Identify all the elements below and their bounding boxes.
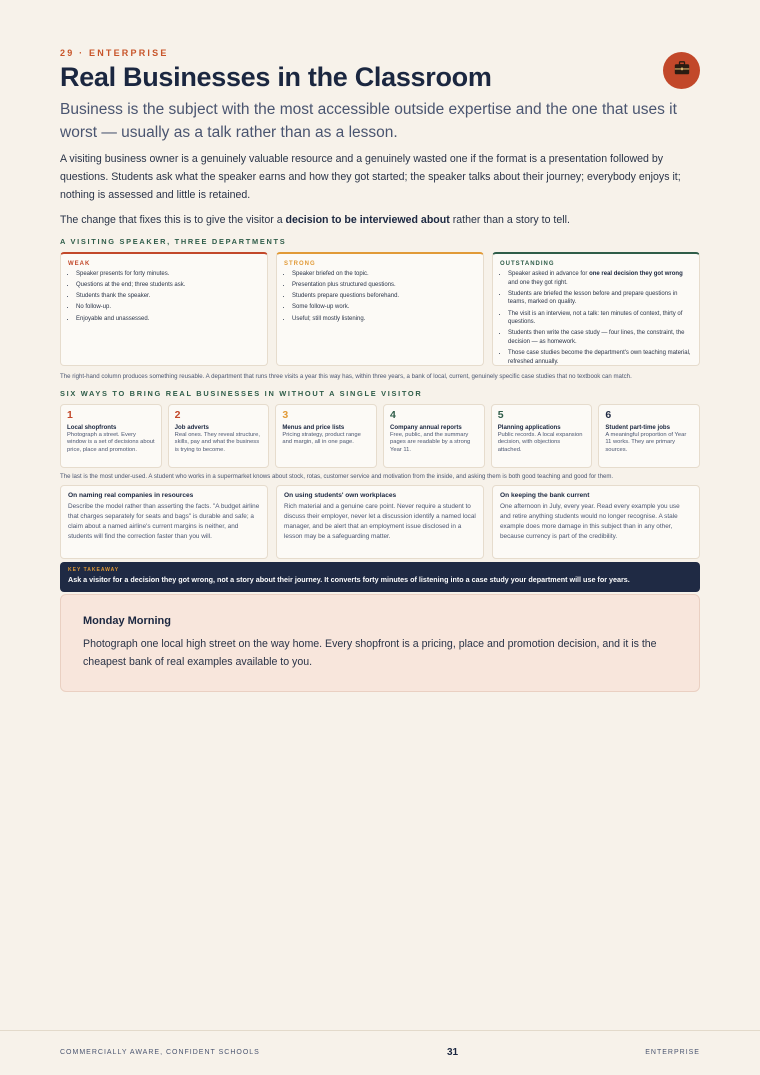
tip-title: On using students' own workplaces [284,492,397,500]
tip-text: Rich material and a genuine care point. Never require a student to discuss their employer, never let a discussion identify a named local manager, and be alert that an employment issue disclosed in a lesson may be a safeguarding matter. [284,503,476,541]
list-item: • Speaker presents for forty minutes. [76,270,260,279]
footer-divider [0,1030,760,1031]
page-content [60,48,700,692]
tip-title: On keeping the bank current [500,492,590,500]
outstanding-label: OUTSTANDING [500,260,555,267]
way-card [60,404,162,468]
tip-box [276,485,484,559]
way-card [598,404,700,468]
weak-column [60,252,268,366]
strong-list [284,270,476,323]
ways-section-heading: SIX WAYS TO BRING REAL BUSINESSES IN WITHOUT A SINGLE VISITOR [60,389,423,398]
outstanding-column [492,252,700,366]
card-number: 6 [605,409,612,421]
intro-paragraph: A visiting business owner is a genuinely valuable resource and a genuinely wasted one if the format is a presentation followed by questions. Students ask what the speaker earns and how they got started; the speaker talks about their journey; everybody enjoys it; nothing is assessed and little is retained. [60,152,681,202]
monday-text: Photograph one local high street on the way home. Every shopfront is a pricing, place and promotion decision, and it is the cheapest bank of real examples available to you. [83,638,657,669]
list-item: • Students then write the case study — four lines, the constraint, the decision — as homework. [508,329,692,346]
card-title: Student part-time jobs [605,423,671,431]
speaker-note: The right-hand column produces something reusable. A department that runs three visits a year this way has, within three years, a bank of local, current, genuinely specific case studies that no textbook can match. [60,372,632,380]
card-description: Real ones. They reveal structure, skills, pay and what the business is trying to become. [174,431,260,454]
list-item: • Students prepare questions beforehand. [292,292,476,301]
ways-note: The last is the most under-used. A student who works in a supermarket knows about stock, rotas, customer service and motivation from the inside, and asking them is both good teaching and good for them. [60,473,614,480]
takeaway-text: Ask a visitor for a decision they got wrong, not a story about their journey. It converts forty minutes of listening into a case study your department will use for years. [68,575,630,585]
card-description: Public records. A local expansion decision, with objections attached. [497,431,583,454]
page-footer [60,1047,700,1058]
chapter-eyebrow: 29 · ENTERPRISE [60,48,169,58]
list-item: • The visit is an interview, not a talk: ten minutes of context, thirty of questions. [508,310,692,327]
tip-box [492,485,700,559]
list-item: • Some follow-up work. [292,303,476,312]
tip-text: One afternoon in July, every year. Read every example you use and retire anything students would no longer recognise. A stale example does more damage in this subject than in any other, because currency is part of the credibility. [500,503,680,541]
card-title: Local shopfronts [67,423,117,431]
list-item: • Enjoyable and unassessed. [76,315,260,324]
list-emphasis: one real decision they got wrong [589,270,683,277]
card-number: 5 [497,409,504,421]
intro-emphasis: decision to be interviewed about [285,213,450,226]
ways-cards [60,404,700,468]
footer-right: ENTERPRISE [645,1049,700,1056]
card-number: 2 [174,409,181,421]
card-title: Planning applications [497,423,561,431]
card-description: A meaningful proportion of Year 11 works. They are primary sources. [605,431,687,454]
page-title: Real Businesses in the Classroom [60,62,492,92]
list-item: • Students are briefed the lesson before and prepare questions in teams, marked on quality. [508,290,692,307]
list-item: • Students thank the speaker. [76,292,260,301]
list-item: • Those case studies become the department's own teaching material, refreshed annually. [508,349,692,366]
monday-title: Monday Morning [83,615,171,628]
chapter-badge [663,52,700,89]
speaker-comparison [60,252,700,366]
card-title: Company annual reports [390,423,462,431]
list-item: • Questions at the end; three students ask. [76,281,260,290]
list-item: • Useful; still mostly listening. [292,315,476,324]
intro-text: The change that fixes this is to give the visitor a [60,213,286,226]
way-card [275,404,377,468]
list-text: and one they got right. [508,279,568,286]
footer-left: COMMERCIALLY AWARE, CONFIDENT SCHOOLS [60,1049,260,1056]
list-text: Speaker asked in advance for [508,270,590,277]
tip-text: Describe the model rather than asserting the facts. "A budget airline that charges separately for seats and bags" is durable and safe; a claim about a named airline's current margins is neither, and students will find the correction faster than you will. [68,503,260,541]
intro-text: rather than a story to tell. [449,213,570,226]
card-description: Photograph a street. Every window is a set of decisions about price, place and promotion. [67,431,155,454]
strong-column [276,252,484,366]
weak-label: WEAK [68,260,91,267]
card-number: 1 [67,409,73,421]
intro-paragraph-2 [60,211,700,229]
card-description: Free, public, and the summary pages are readable by a strong Year 11. [390,431,471,454]
list-item: • Presentation plus structured questions. [292,281,476,290]
outstanding-list [500,270,692,367]
way-card [383,404,485,468]
way-card [168,404,270,468]
page-subtitle: Business is the subject with the most accessible outside expertise and the one that uses it worst — usually as a talk rather than as a lesson. [60,101,677,141]
tip-box [60,485,268,559]
card-description: Pricing strategy, product range and margin, all in one page. [282,431,361,446]
list-item: • No follow-up. [76,303,260,312]
weak-list [68,270,260,323]
card-number: 3 [282,409,289,421]
card-number: 4 [390,409,396,421]
briefcase-icon [674,61,690,80]
tip-title: On naming real companies in resources [68,492,194,500]
monday-morning-box [60,594,700,692]
page-number: 31 [446,1047,459,1058]
card-title: Job adverts [174,423,209,431]
card-title: Menus and price lists [282,423,345,431]
speaker-section-heading: A VISITING SPEAKER, THREE DEPARTMENTS [60,236,287,246]
tips-row [60,485,700,559]
key-takeaway [60,562,700,592]
list-item [508,270,692,287]
list-item: • Speaker briefed on the topic. [292,270,476,279]
strong-label: STRONG [284,260,316,267]
takeaway-label: KEY TAKEAWAY [68,567,120,574]
way-card [491,404,593,468]
